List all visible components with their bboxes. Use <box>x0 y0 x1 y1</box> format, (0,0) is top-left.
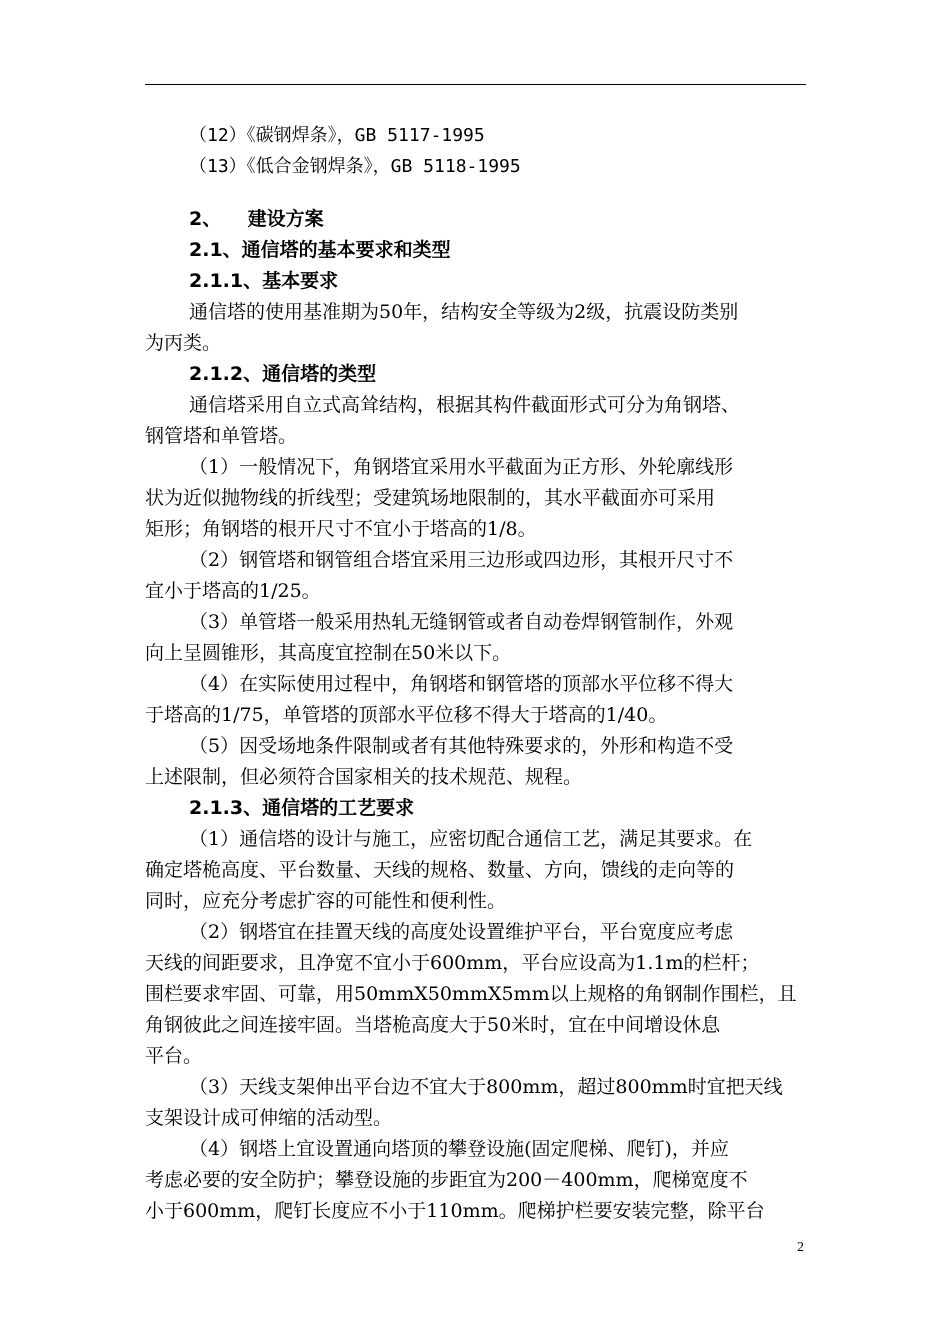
paragraph-line: 通信塔的使用基准期为50年，结构安全等级为2级，抗震设防类别 <box>189 301 739 323</box>
paragraph-line: （2）钢管塔和钢管组合塔宜采用三边形或四边形，其根开尺寸不 <box>189 549 734 571</box>
paragraph-line: 向上呈圆锥形，其高度宜控制在50米以下。 <box>145 642 512 664</box>
paragraph-line: （4）在实际使用过程中，角钢塔和钢管塔的顶部水平位移不得大 <box>189 673 734 695</box>
paragraph-line: 于塔高的1/75，单管塔的顶部水平位移不得大于塔高的1/40。 <box>145 704 668 726</box>
paragraph-line: 平台。 <box>145 1045 203 1067</box>
section-2-heading: 2、 建设方案 <box>189 208 324 230</box>
paragraph-line: 同时，应充分考虑扩容的可能性和便利性。 <box>145 890 507 912</box>
section-2-1-3-heading: 2.1.3、通信塔的工艺要求 <box>189 797 415 819</box>
paragraph-line: （2）钢塔宜在挂置天线的高度处设置维护平台，平台宽度应考虑 <box>189 921 734 943</box>
paragraph-line: 为丙类。 <box>145 332 222 354</box>
paragraph-line: 上述限制，但必须符合国家相关的技术规范、规程。 <box>145 766 583 788</box>
reference-item: （12）《碳钢焊条》，GB 5117-1995 <box>189 125 485 146</box>
paragraph-line: 角钢彼此之间连接牢固。当塔桅高度大于50米时，宜在中间增设休息 <box>145 1014 721 1036</box>
paragraph-line: 状为近似抛物线的折线型；受建筑场地限制的，其水平截面亦可采用 <box>145 487 716 509</box>
paragraph-line: 矩形；角钢塔的根开尺寸不宜小于塔高的1/8。 <box>145 518 537 540</box>
section-2-1-heading: 2.1、通信塔的基本要求和类型 <box>189 239 451 261</box>
paragraph-line: （5）因受场地条件限制或者有其他特殊要求的，外形和构造不受 <box>189 735 734 757</box>
paragraph-line: （1）通信塔的设计与施工，应密切配合通信工艺，满足其要求。在 <box>189 828 753 850</box>
paragraph-line: 宜小于塔高的1/25。 <box>145 580 321 602</box>
section-2-1-1-heading: 2.1.1、基本要求 <box>189 270 339 292</box>
header-rule <box>145 84 806 85</box>
paragraph-line: （3）单管塔一般采用热轧无缝钢管或者自动卷焊钢管制作，外观 <box>189 611 734 633</box>
paragraph-line: 天线的间距要求，且净宽不宜小于600mm，平台应设高为1.1m的栏杆； <box>145 952 760 974</box>
paragraph-line: 小于600mm，爬钉长度应不小于110mm。爬梯护栏要安装完整，除平台 <box>145 1200 765 1222</box>
page-body <box>145 120 807 1227</box>
paragraph-line: 支架设计成可伸缩的活动型。 <box>145 1107 393 1129</box>
page-number: 2 <box>797 1240 804 1255</box>
paragraph-line: （4）钢塔上宜设置通向塔顶的攀登设施(固定爬梯、爬钉)，并应 <box>189 1138 729 1160</box>
paragraph-line: 考虑必要的安全防护；攀登设施的步距宜为200－400mm，爬梯宽度不 <box>145 1169 748 1191</box>
section-2-1-2-heading: 2.1.2、通信塔的类型 <box>189 363 377 385</box>
paragraph-line: 确定塔桅高度、平台数量、天线的规格、数量、方向，馈线的走向等的 <box>145 859 735 881</box>
paragraph-line: （1）一般情况下，角钢塔宜采用水平截面为正方形、外轮廓线形 <box>189 456 734 478</box>
paragraph-line: 钢管塔和单管塔。 <box>145 425 298 447</box>
paragraph-line: 通信塔采用自立式高耸结构，根据其构件截面形式可分为角钢塔、 <box>189 394 741 416</box>
reference-item: （13）《低合金钢焊条》，GB 5118-1995 <box>189 156 521 177</box>
paragraph-line: （3）天线支架伸出平台边不宜大于800mm，超过800mm时宜把天线 <box>189 1076 783 1098</box>
paragraph-line: 围栏要求牢固、可靠，用50mmX50mmX5mm以上规格的角钢制作围栏，且 <box>145 983 797 1005</box>
